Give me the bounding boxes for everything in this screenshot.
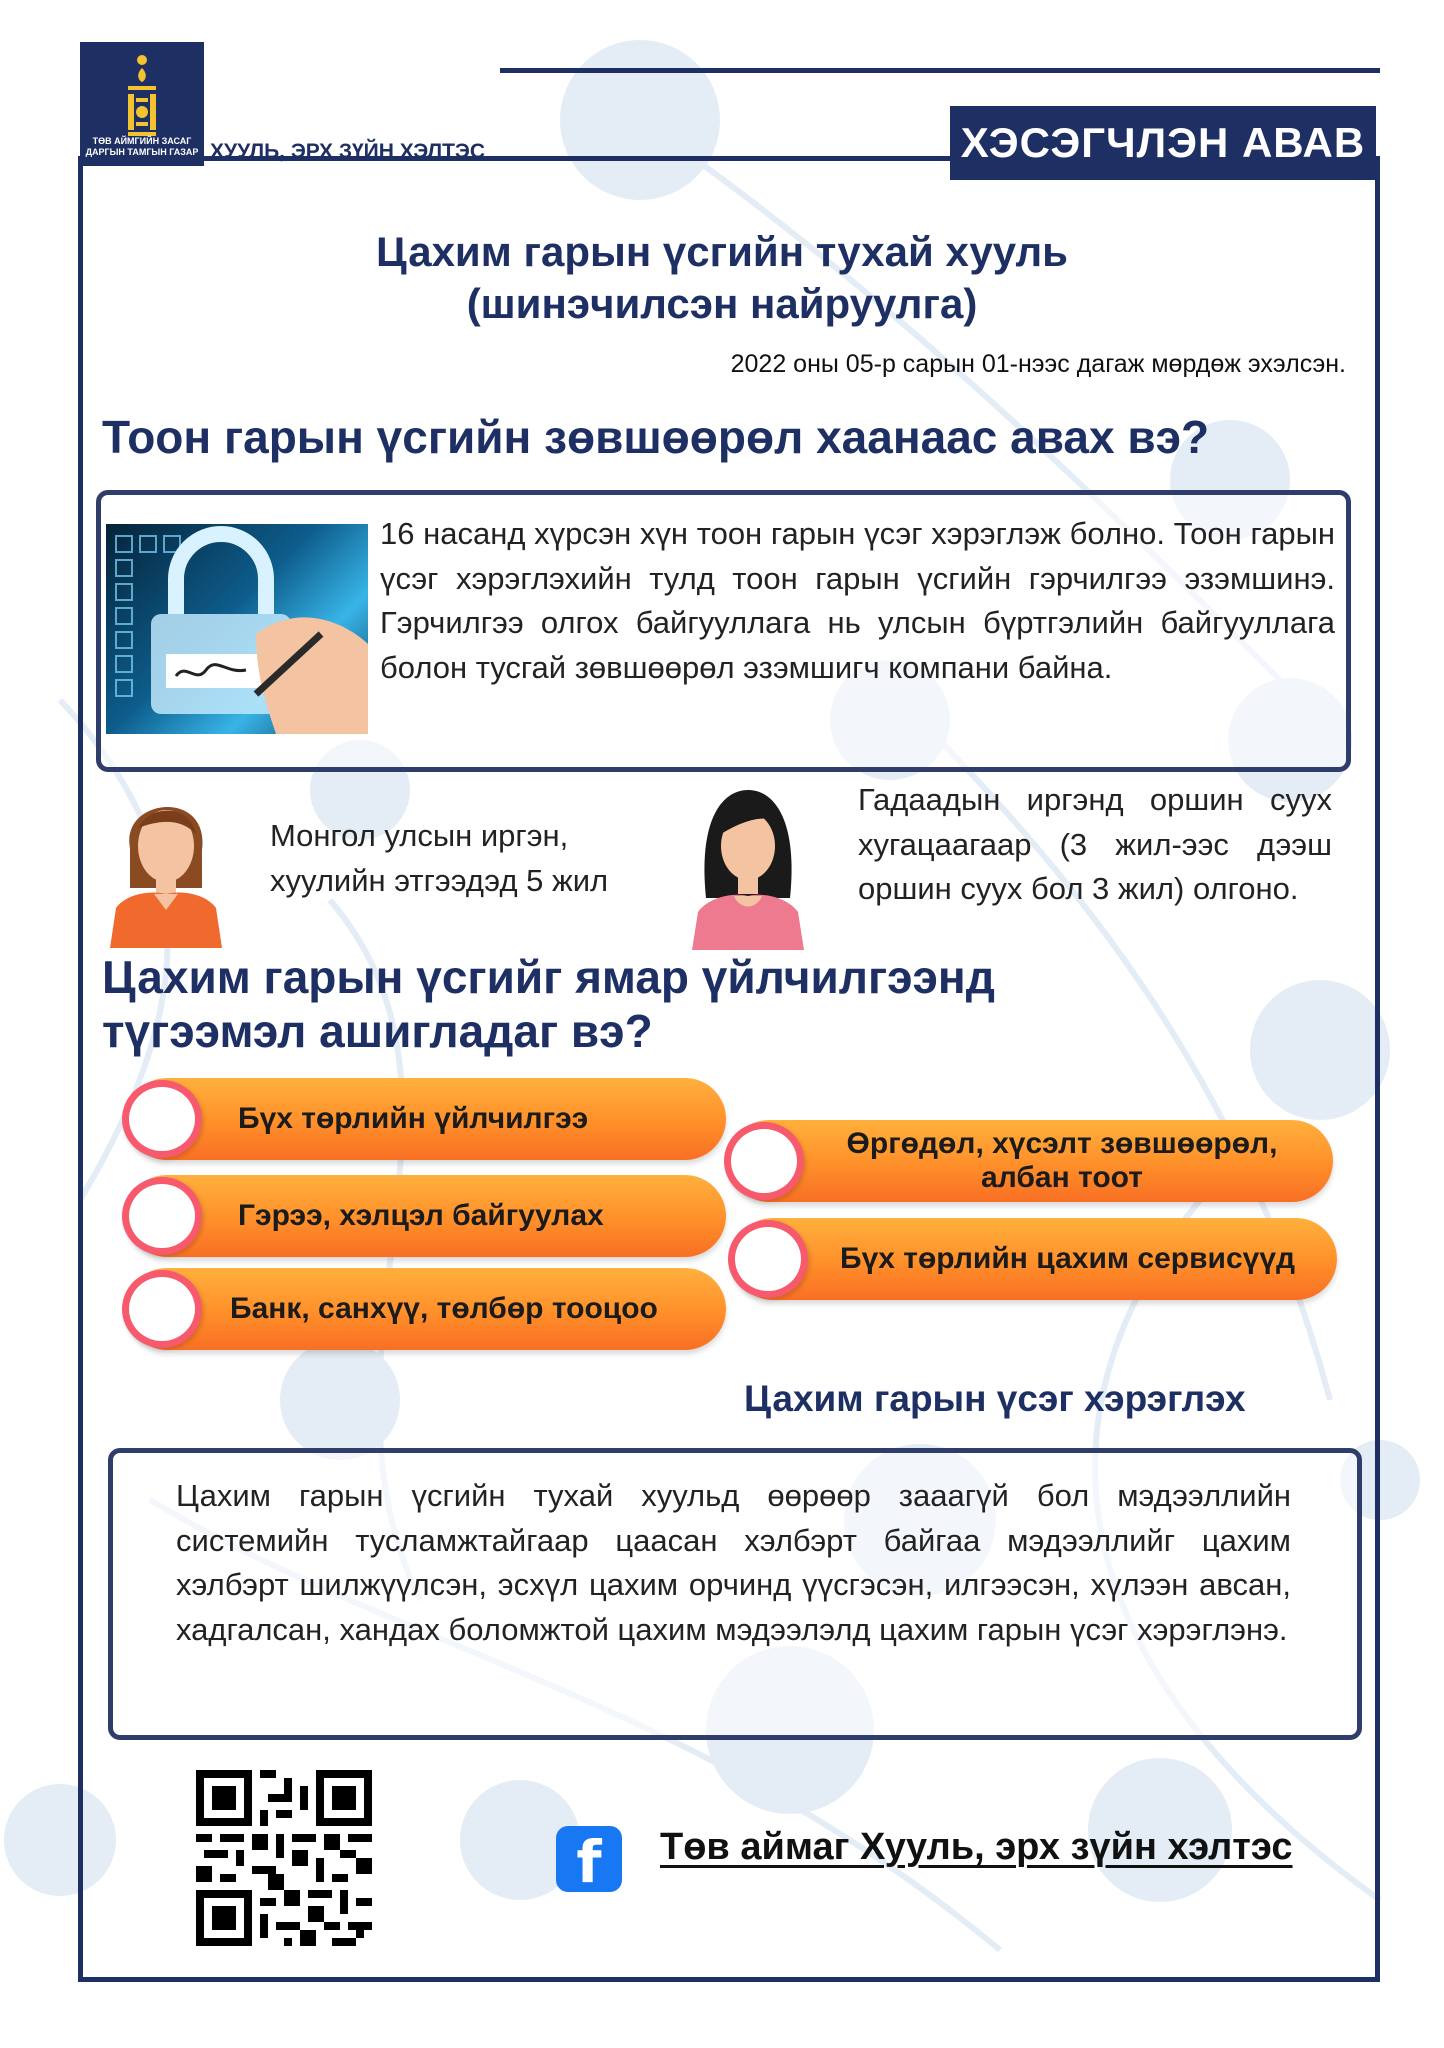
certificate-body-text: 16 насанд хүрсэн хүн тоон гарын үсэг хэрэглэж болно. Тоон гарын үсэг хэрэглэхийн тулд тоон гарын үсгийн гэрчилгээ эзэмшинэ. Гэрчилгээ олгох байгууллага нь улсын бүртгэлийн байгууллага болон тусгай зөвшөөрөл эзэмшигч компани байна. bbox=[380, 516, 1335, 685]
facebook-page-link[interactable]: Төв аймаг Хууль, эрх зүйн хэлтэс bbox=[660, 1826, 1293, 1868]
citizen-validity-text: Монгол улсын иргэн, хуулийн этгээдэд 5 жил bbox=[270, 818, 609, 898]
frame-top-rule bbox=[500, 68, 1380, 73]
usage-item-applications bbox=[728, 1120, 1333, 1202]
logo-caption: ТӨВ АЙМГИЙН ЗАСАГ ДАРГЫН ТАМГЫН ГАЗАР bbox=[85, 136, 199, 157]
bullet-circle-icon bbox=[122, 1270, 202, 1348]
bullet-circle-icon bbox=[122, 1177, 202, 1255]
usage-item-label bbox=[812, 1127, 1312, 1195]
bullet-circle-icon bbox=[724, 1122, 804, 1200]
usage-heading-line-1: Цахим гарын үсгийг ямар үйлчилгээнд bbox=[102, 951, 995, 1003]
usage-item-e-services bbox=[732, 1218, 1337, 1300]
department-name: ХУУЛЬ, ЭРХ ЗҮЙН ХЭЛТЭС bbox=[210, 140, 486, 163]
qr-code[interactable] bbox=[196, 1770, 372, 1946]
usage-item-label: Бүх төрлийн үйлчилгээ bbox=[238, 1102, 589, 1135]
document-title bbox=[80, 226, 1364, 330]
effective-date: 2022 оны 05-р сарын 01-нээс дагаж мөрдөж эхэлсэн. bbox=[730, 350, 1346, 378]
section-heading-certificate: Тоон гарын үсгийн зөвшөөрөл хаанаас авах вэ? bbox=[102, 411, 1210, 463]
excerpt-ribbon: ХЭСЭГЧЛЭН АВАВ bbox=[950, 106, 1376, 180]
usage-heading-line-2: түгээмэл ашигладаг вэ? bbox=[102, 1005, 653, 1057]
foreigner-avatar bbox=[692, 780, 804, 950]
citizen-avatar bbox=[110, 778, 222, 948]
usage-item-all-services bbox=[126, 1078, 726, 1160]
title-line-1: Цахим гарын үсгийн тухай хууль bbox=[375, 228, 1069, 275]
foreigner-validity-text: Гадаадын иргэнд оршин суух хугацаагаар (3 жил-ээс дээш оршин суух бол 3 жил) олгоно. bbox=[858, 782, 1332, 906]
bullet-circle-icon bbox=[728, 1220, 808, 1298]
application-body-text: Цахим гарын үсгийн тухай хуульд өөрөөр зааагүй бол мэдээллийн системийн тусламжтайгаар цаасан хэлбэрт байгаа мэдээллийг цахим хэлбэрт шилжүүлсэн, эсхүл цахим орчинд үүсгэсэн, илгээсэн, хүлээн авсан, хадгалсан, хандах боломжтой цахим мэдээлэлд цахим гарын үсэг хэрэглэнэ. bbox=[176, 1478, 1291, 1647]
title-line-2: (шинэчилсэн найруулга) bbox=[466, 280, 978, 327]
section-heading-usage bbox=[102, 950, 1102, 1058]
usage-item-label: Банк, санхүү, төлбөр тооцоо bbox=[230, 1292, 658, 1325]
digital-signature-illustration bbox=[106, 524, 368, 734]
usage-item-contracts bbox=[126, 1175, 726, 1257]
usage-item-line-2: албан тоот bbox=[981, 1161, 1143, 1194]
usage-item-label: Бүх төрлийн цахим сервисүүд bbox=[840, 1242, 1296, 1275]
bullet-circle-icon bbox=[122, 1080, 202, 1158]
section-heading-application: Цахим гарын үсэг хэрэглэх bbox=[744, 1378, 1246, 1419]
usage-item-label: Гэрээ, хэлцэл байгуулах bbox=[238, 1199, 604, 1232]
usage-item-line-1: Өргөдөл, хүсэлт зөвшөөрөл, bbox=[846, 1127, 1278, 1160]
facebook-icon[interactable]: f bbox=[556, 1826, 622, 1892]
usage-item-banking bbox=[126, 1268, 726, 1350]
